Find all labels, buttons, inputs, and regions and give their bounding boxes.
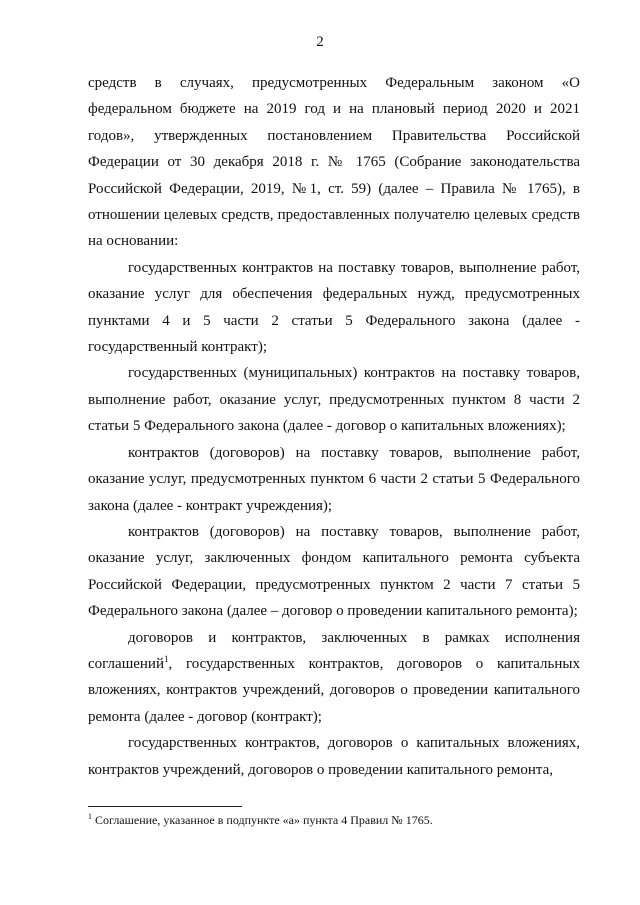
footnote-reference[interactable]: 1	[163, 653, 169, 664]
paragraph-agreements-text-b: , государственных контрактов, договоров о капитальных вложениях, контрактов учреждений, договоров о проведении капитального ремонта (далее - договор (контракт);	[88, 655, 580, 725]
paragraph-state-contracts: государственных контрактов на поставку товаров, выполнение работ, оказание услуг для обеспечения федеральных нужд, предусмотренных пунктами 4 и 5 части 2 статьи 5 Федерального закона (далее - государственный контракт);	[88, 259, 580, 356]
footnote	[88, 813, 580, 828]
paragraph-agreements-text-a: договоров и контрактов, заключенных в рамках исполнения соглашений	[88, 629, 580, 672]
body-text	[88, 70, 580, 783]
paragraph-intro: средств в случаях, предусмотренных Федеральным законом «О федеральном бюджете на 2019 год и на плановый период 2020 и 2021 годов», утвержденных постановлением Правительства Российской Федерации от 30 декабря 2018 г. № 1765 (Собрание законодательства Российской Федерации, 2019, №1, ст. 59) (далее – Правила № 1765), в отношении целевых средств, предоставленных получателю целевых средств на основании:	[88, 75, 580, 250]
footnote-text: Соглашение, указанное в подпункте «а» пункта 4 Правил № 1765.	[92, 813, 433, 827]
paragraph-agreements	[88, 625, 580, 731]
footnote-mark: 1	[88, 812, 92, 821]
paragraph-capital-repair: контрактов (договоров) на поставку товаров, выполнение работ, оказание услуг, заключенных фондом капитального ремонта субъекта Российской Федерации, предусмотренных пунктом 2 части 7 статьи 5 Федерального закона (далее – договор о проведении капитального ремонта);	[88, 523, 580, 620]
paragraph-capital-investment: государственных (муниципальных) контрактов на поставку товаров, выполнение работ, оказание услуг, предусмотренных пунктом 8 части 2 статьи 5 Федерального закона (далее - договор о капитальных вложениях);	[88, 365, 580, 435]
footnote-divider	[88, 806, 242, 807]
paragraph-institution-contracts: контрактов (договоров) на поставку товаров, выполнение работ, оказание услуг, предусмотренных пунктом 6 части 2 статьи 5 Федерального закона (далее - контракт учреждения);	[88, 444, 580, 514]
paragraph-continuation: государственных контрактов, договоров о капитальных вложениях, контрактов учреждений, договоров о проведении капитального ремонта,	[88, 735, 580, 778]
page-number: 2	[316, 34, 324, 50]
